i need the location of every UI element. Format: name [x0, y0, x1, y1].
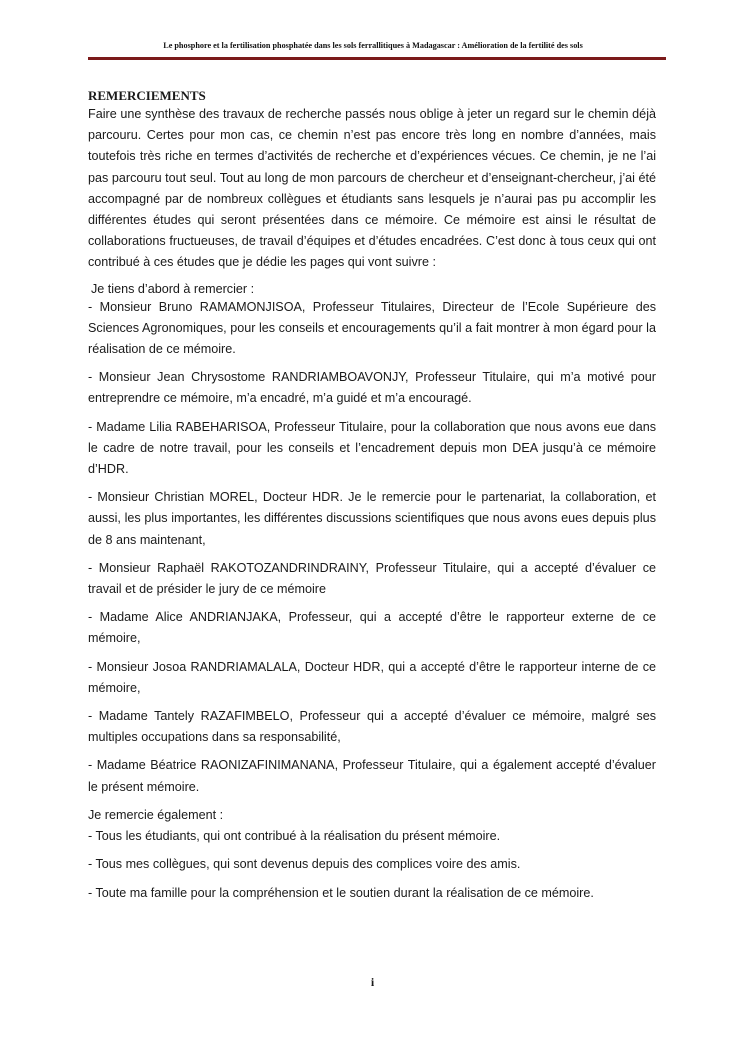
- second-lead-in-text: Je remercie également :: [88, 807, 224, 822]
- section-title: REMERCIEMENTS: [88, 88, 206, 103]
- header-rule: [88, 57, 666, 60]
- page-number: i: [370, 975, 375, 989]
- intro-paragraph: Faire une synthèse des travaux de recherche passés nous oblige à jeter un regard sur le chemin déjà parcouru. Certes pour mon cas, ce chemin n’est pas encore très long en nombre d’années, mais toutefois très riche en termes d’activités de recherche et d’expériences vécues. Ce chemin, je ne l’ai pas parcouru tout seul. Tout au long de mon parcours de chercheur et d’enseignant-chercheur, j’ai été accompagné par de nombreux collègues et étudiants sans lesquels je n’aurai pas pu accomplir les différentes études qui seront présentées dans ce mémoire. Ce mémoire est ainsi le résultat de collaborations fructueuses, de travail d’équipes et d’études encadrées. C’est donc à tous ceux qui ont contribué à ces études que je dédie les pages qui vont suivre :: [88, 107, 656, 270]
- also-thanks-item: - Tous les étudiants, qui ont contribué à la réalisation du présent mémoire.: [88, 829, 501, 844]
- page-content: [88, 88, 656, 911]
- lead-in-text: Je tiens d’abord à remercier :: [91, 281, 255, 296]
- running-header: Le phosphore et la fertilisation phosphatée dans les sols ferrallitiques à Madagascar : Amélioration de la fertilité des sols: [163, 41, 583, 50]
- acknowledgement-item: - Madame Alice ANDRIANJAKA, Professeur, qui a accepté d’être le rapporteur externe de ce mémoire,: [88, 610, 656, 646]
- acknowledgement-item: - Madame Tantely RAZAFIMBELO, Professeur qui a accepté d’évaluer ce mémoire, malgré ses multiples occupations dans sa responsabilité,: [88, 709, 656, 745]
- acknowledgement-item: - Monsieur Raphaël RAKOTOZANDRINDRAINY, Professeur Titulaire, qui a accepté d’évaluer ce travail et de présider le jury de ce mémoire: [88, 560, 656, 597]
- acknowledgement-item: - Monsieur Josoa RANDRIAMALALA, Docteur HDR, qui a accepté d’être le rapporteur interne de ce mémoire,: [88, 659, 656, 695]
- acknowledgement-item: - Monsieur Jean Chrysostome RANDRIAMBOAVONJY, Professeur Titulaire, qui m’a motivé pour entreprendre ce mémoire, m’a encadré, m’a guidé et m’a encouragé.: [88, 370, 656, 406]
- acknowledgement-item: - Monsieur Bruno RAMAMONJISOA, Professeur Titulaires, Directeur de l’Ecole Supérieure des Sciences Agronomiques, pour les conseils et encouragements qu’il a fait montrer à mon égard pour la réalisation de ce mémoire.: [88, 299, 656, 357]
- also-thanks-item: - Tous mes collègues, qui sont devenus depuis des complices voire des amis.: [88, 857, 521, 872]
- acknowledgement-list: [88, 297, 656, 798]
- acknowledgement-item: - Madame Lilia RABEHARISOA, Professeur Titulaire, pour la collaboration que nous avons eue dans le cadre de notre travail, pour les conseils et l’encadrement depuis mon DEA jusqu’à ce mémoire d’HDR.: [88, 419, 656, 477]
- acknowledgement-item: - Madame Béatrice RAONIZAFINIMANANA, Professeur Titulaire, qui a également accepté d’évaluer le présent mémoire.: [88, 758, 656, 794]
- also-thanks-item: - Toute ma famille pour la compréhension et le soutien durant la réalisation de ce mémoire.: [88, 885, 594, 900]
- also-thanks-list: [88, 826, 656, 904]
- acknowledgement-item: - Monsieur Christian MOREL, Docteur HDR. Je le remercie pour le partenariat, la collaboration, et aussi, les plus importantes, les différentes discussions scientifiques que nous avons eues depuis plus de 8 ans maintenant,: [88, 490, 656, 547]
